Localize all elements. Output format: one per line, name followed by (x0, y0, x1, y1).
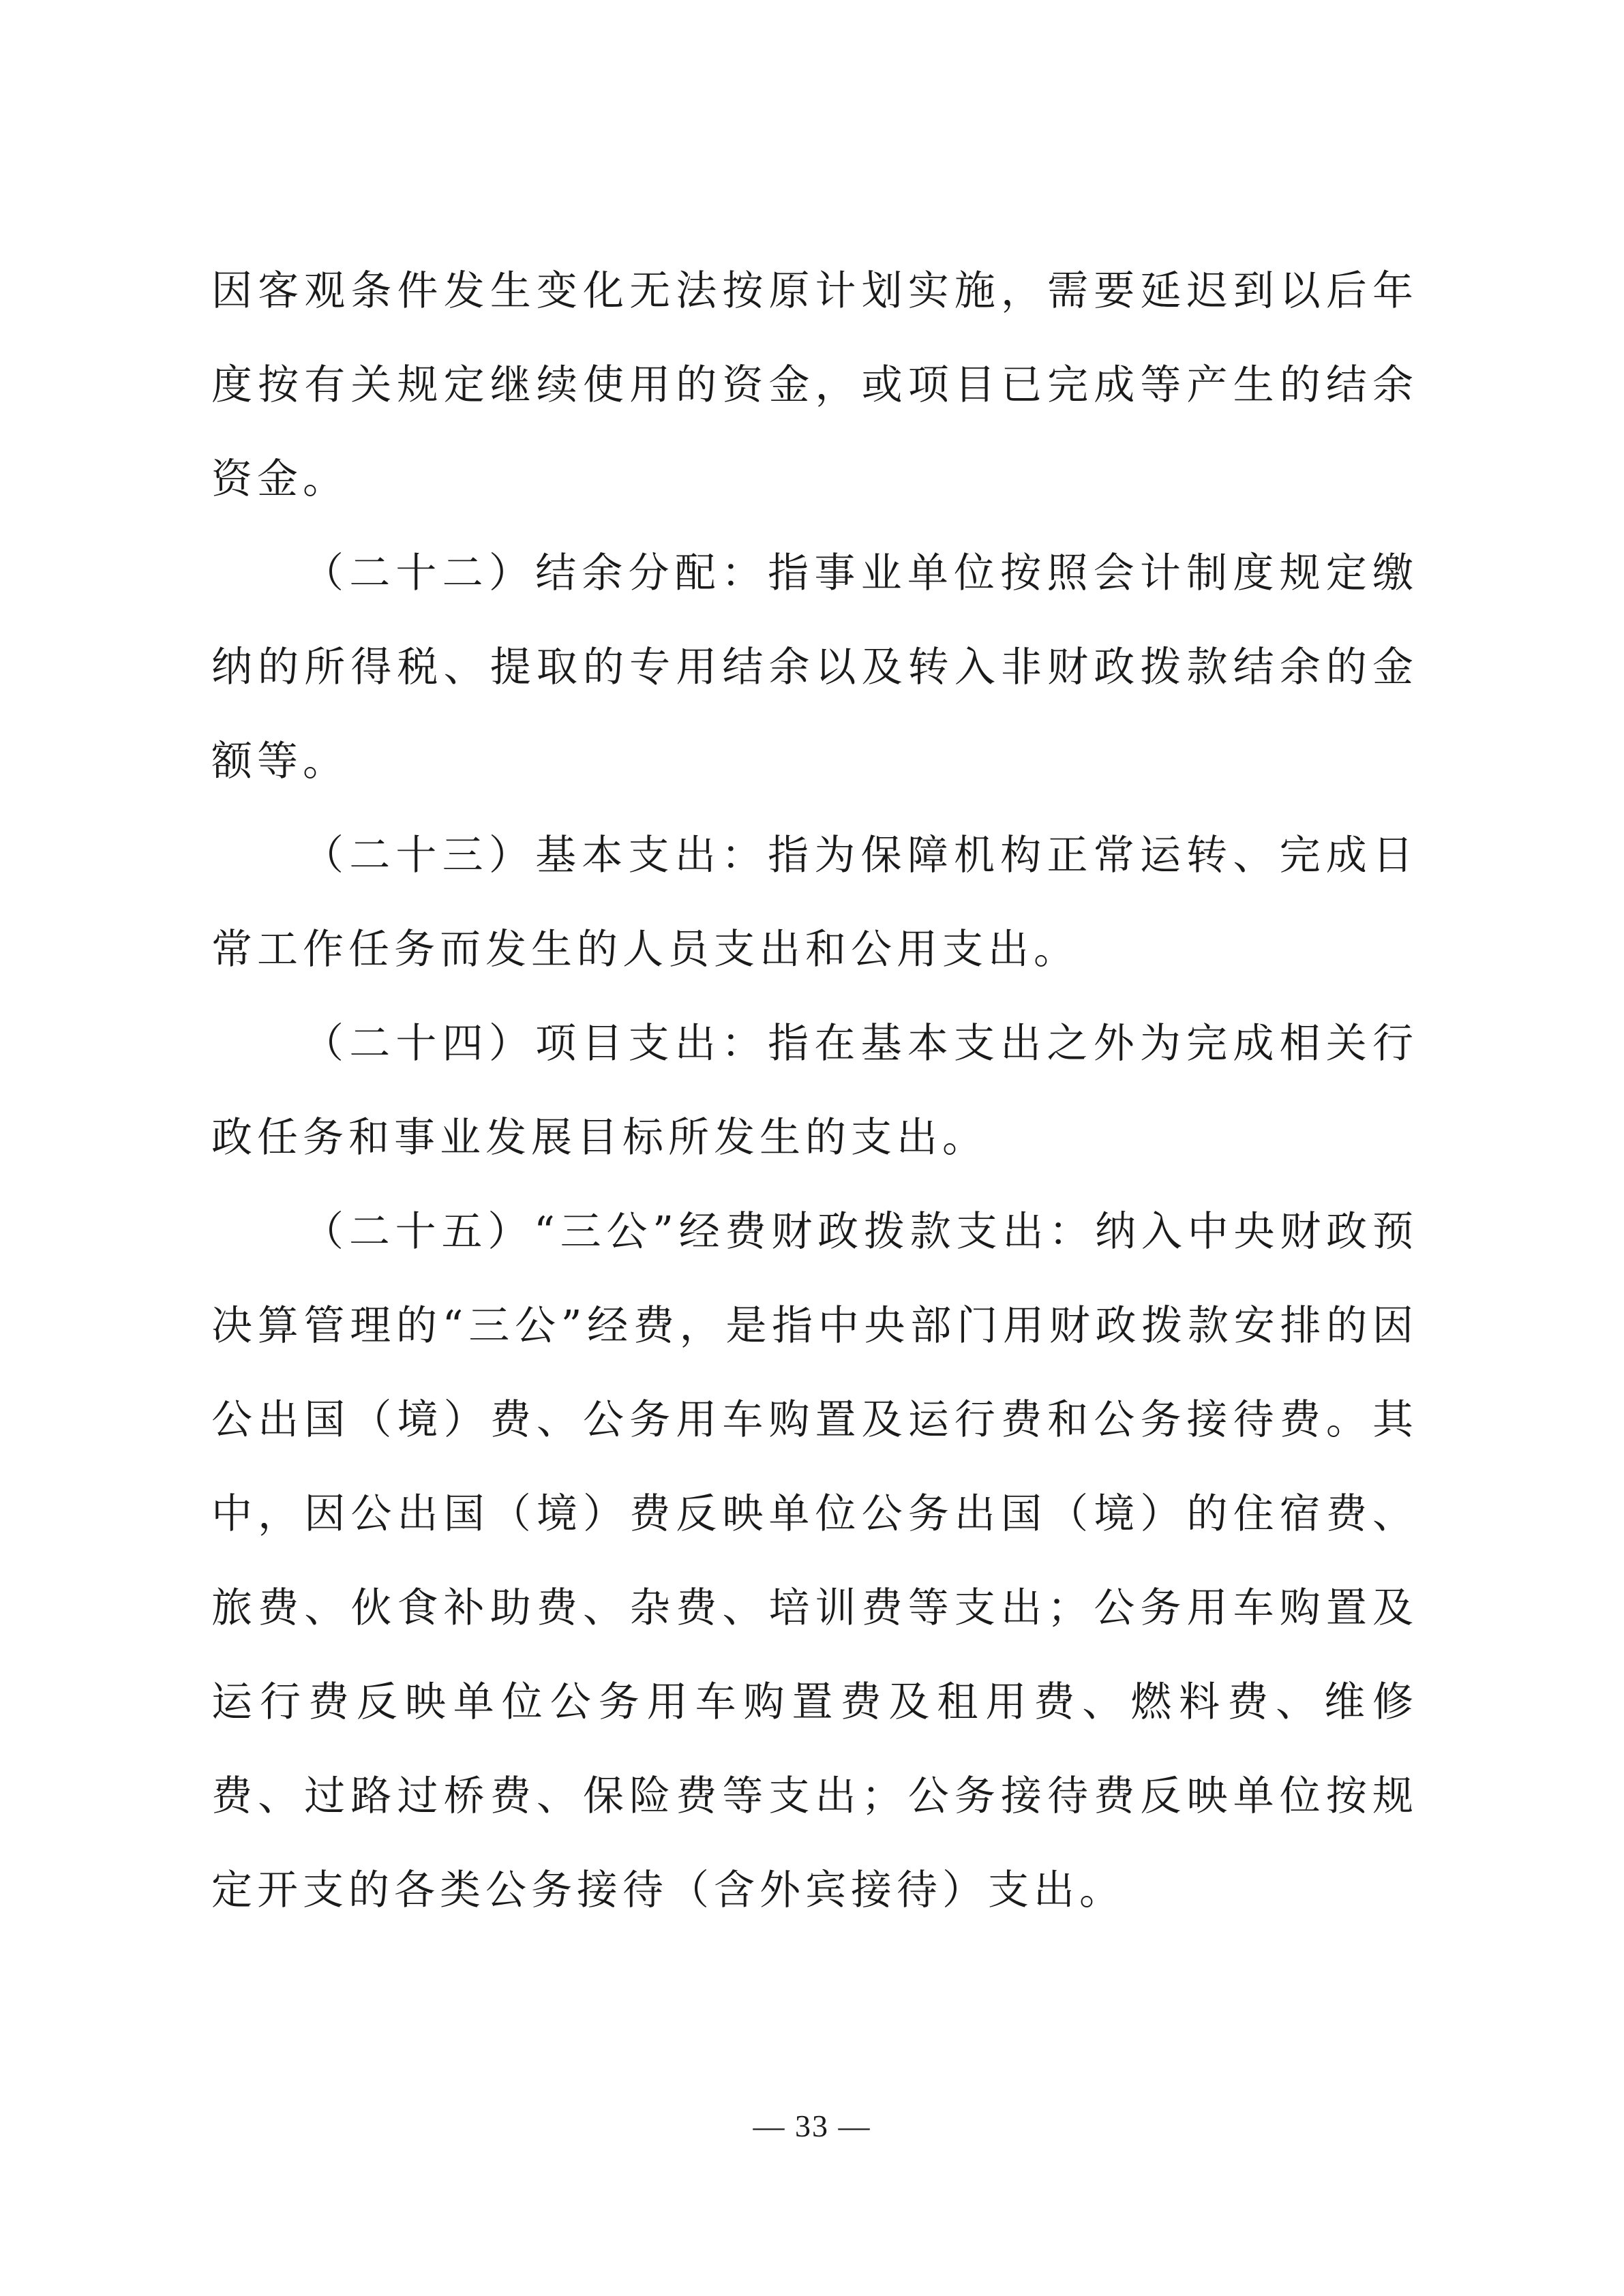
paragraph-surplus-distribution: （二十二）结余分配：指事业单位按照会计制度规定缴纳的所得税、提取的专用结余以及转入非财政拨款结余的金额等。 (211, 549, 1418, 785)
paragraph-three-public-expenses: （二十五）“三公”经费财政拨款支出：纳入中央财政预决算管理的“三公”经费，是指中央部门用财政拨款安排的因公出国（境）费、公务用车购置及运行费和公务接待费。其中，因公出国（境）费反映单位公务出国（境）的住宿费、旅费、伙食补助费、杂费、培训费等支出；公务用车购置及运行费反映单位公务用车购置费及租用费、燃料费、维修费、过路过桥费、保险费等支出；公务接待费反映单位按规定开支的各类公务接待（含外宾接待）支出。 (211, 1208, 1418, 1914)
paragraph-project-expenditure: （二十四）项目支出：指在基本支出之外为完成相关行政任务和事业发展目标所发生的支出。 (211, 1020, 1418, 1162)
body-text (211, 244, 1418, 1937)
page-number: — 33 — (753, 2109, 871, 2143)
paragraph-continuation: 因客观条件发生变化无法按原计划实施，需要延迟到以后年度按有关规定继续使用的资金，或项目已完成等产生的结余资金。 (211, 267, 1418, 503)
paragraph-basic-expenditure: （二十三）基本支出：指为保障机构正常运转、完成日常工作任务而发生的人员支出和公用支出。 (211, 832, 1418, 973)
